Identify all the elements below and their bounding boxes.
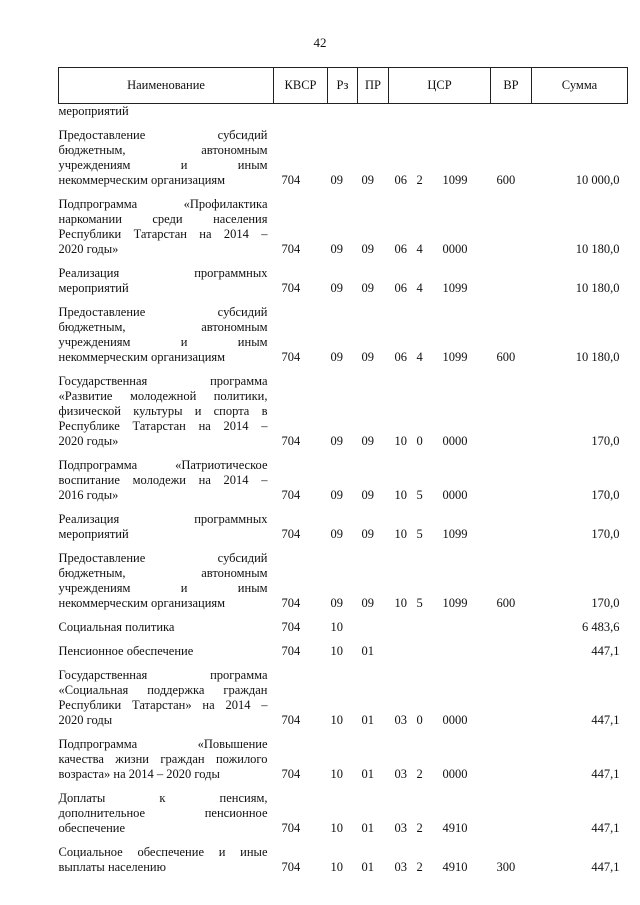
row-csr-part: 2 <box>416 173 423 187</box>
row-name <box>59 104 274 120</box>
row-name-line: выплаты населению <box>58 860 166 874</box>
row-name-line: бюджетным, автономным <box>58 320 268 334</box>
row-rz: 09 <box>330 350 343 364</box>
row-name-line: «Развитие молодежной политики, <box>58 389 268 403</box>
table-row <box>59 782 628 836</box>
row-csr-part: 5 <box>416 488 423 502</box>
table-body <box>59 104 628 876</box>
row-csr-part: 4 <box>416 281 423 295</box>
row-csr-part: 1099 <box>442 527 468 541</box>
row-sum: 447,1 <box>591 860 620 874</box>
row-vr: 600 <box>496 173 516 187</box>
row-name-line: Государственная программа <box>58 668 268 682</box>
row-name-line: Республики Татарстан» на 2014 – <box>58 698 268 712</box>
row-rz: 10 <box>330 821 343 835</box>
row-rz: 10 <box>330 767 343 781</box>
row-rz: 10 <box>330 644 343 658</box>
row-name-line: 2020 годы <box>58 713 113 727</box>
row-rz: 10 <box>330 860 343 874</box>
row-csr-part: 03 <box>394 860 407 874</box>
row-kvsr: 704 <box>281 713 301 727</box>
table-row <box>59 449 628 503</box>
table-row <box>59 659 628 728</box>
header-rz: Рз <box>328 68 358 104</box>
row-pr: 09 <box>361 242 374 256</box>
row-pr: 09 <box>361 173 374 187</box>
row-name-line: Реализация программных <box>58 512 268 526</box>
row-name <box>59 659 274 728</box>
row-vr: 600 <box>496 350 516 364</box>
row-vr: 300 <box>496 860 516 874</box>
row-kvsr: 704 <box>281 620 301 634</box>
row-rz <box>328 104 358 120</box>
row-name-line: воспитание молодежи на 2014 – <box>58 473 268 487</box>
row-pr: 01 <box>361 821 374 835</box>
row-name-line: бюджетным, автономным <box>58 566 268 580</box>
header-csr: ЦСР <box>389 68 491 104</box>
row-csr-part: 1099 <box>442 350 468 364</box>
row-csr <box>389 104 491 120</box>
row-csr-part: 0 <box>416 713 423 727</box>
row-rz: 09 <box>330 434 343 448</box>
table-row <box>59 257 628 296</box>
row-csr <box>389 635 491 659</box>
row-csr-part: 4910 <box>442 860 468 874</box>
row-name <box>59 365 274 449</box>
row-name-line: Социальное обеспечение и иные <box>58 845 268 859</box>
table-row <box>59 635 628 659</box>
row-csr-part: 0000 <box>442 242 468 256</box>
table-row <box>59 365 628 449</box>
header-kvsr: КВСР <box>274 68 328 104</box>
row-name-line: учреждениям и иным <box>58 581 268 595</box>
row-csr-part: 06 <box>394 350 407 364</box>
row-sum: 170,0 <box>591 434 620 448</box>
row-pr: 09 <box>361 596 374 610</box>
row-kvsr: 704 <box>281 596 301 610</box>
row-rz: 10 <box>330 713 343 727</box>
row-sum: 447,1 <box>591 713 620 727</box>
header-vr: ВР <box>491 68 532 104</box>
row-name <box>59 503 274 542</box>
row-name-line: 2016 годы» <box>58 488 119 502</box>
row-name-line: Подпрограмма «Профилактика <box>58 197 268 211</box>
row-csr-part: 10 <box>394 488 407 502</box>
page-number: 42 <box>313 35 327 50</box>
row-name-line: Социальная политика <box>58 620 175 634</box>
row-sum: 10 180,0 <box>575 350 620 364</box>
row-kvsr: 704 <box>281 488 301 502</box>
row-sum: 6 483,6 <box>582 620 620 634</box>
row-csr <box>389 188 491 257</box>
row-name-line: Предоставление субсидий <box>58 305 268 319</box>
row-csr-part: 0000 <box>442 767 468 781</box>
row-name-line: Предоставление субсидий <box>58 128 268 142</box>
row-kvsr: 704 <box>281 527 301 541</box>
row-sum: 10 180,0 <box>575 281 620 295</box>
row-pr: 01 <box>361 767 374 781</box>
row-csr-part: 10 <box>394 596 407 610</box>
row-kvsr: 704 <box>281 242 301 256</box>
row-name <box>59 635 274 659</box>
row-csr <box>389 542 491 611</box>
row-csr-part: 1099 <box>442 596 468 610</box>
table-row <box>59 188 628 257</box>
row-csr-part: 4 <box>416 242 423 256</box>
row-name-line: Пенсионное обеспечение <box>58 644 194 658</box>
row-kvsr: 704 <box>281 173 301 187</box>
row-csr-part: 5 <box>416 596 423 610</box>
row-rz: 09 <box>330 488 343 502</box>
row-csr-part: 10 <box>394 527 407 541</box>
row-name <box>59 119 274 188</box>
row-vr <box>491 257 532 296</box>
row-name-line: некоммерческим организациям <box>58 173 226 187</box>
row-sum: 447,1 <box>591 767 620 781</box>
row-vr <box>491 188 532 257</box>
row-csr-part: 0000 <box>442 434 468 448</box>
row-vr <box>491 782 532 836</box>
row-sum: 10 000,0 <box>575 173 620 187</box>
row-name <box>59 449 274 503</box>
row-name <box>59 296 274 365</box>
row-name-line: Государственная программа <box>58 374 268 388</box>
row-rz: 09 <box>330 527 343 541</box>
table-row <box>59 542 628 611</box>
row-csr-part: 5 <box>416 527 423 541</box>
row-sum: 10 180,0 <box>575 242 620 256</box>
row-csr-part: 03 <box>394 713 407 727</box>
table-row <box>59 296 628 365</box>
row-pr <box>358 104 389 120</box>
row-csr <box>389 365 491 449</box>
row-kvsr: 704 <box>281 767 301 781</box>
row-name-line: физической культуры и спорта в <box>58 404 268 418</box>
row-csr-part: 06 <box>394 242 407 256</box>
row-pr: 01 <box>361 644 374 658</box>
header-name: Наименование <box>59 68 274 104</box>
row-vr <box>491 365 532 449</box>
row-csr-part: 1099 <box>442 173 468 187</box>
table-row <box>59 119 628 188</box>
row-name-line: Республики Татарстан на 2014 – <box>58 227 268 241</box>
row-sum: 447,1 <box>591 821 620 835</box>
row-name-line: 2020 годы» <box>58 434 119 448</box>
row-pr: 09 <box>361 527 374 541</box>
row-rz: 09 <box>330 173 343 187</box>
row-csr <box>389 782 491 836</box>
row-name <box>59 188 274 257</box>
row-pr: 09 <box>361 281 374 295</box>
row-kvsr: 704 <box>281 644 301 658</box>
row-pr <box>358 611 389 635</box>
row-name-line: Предоставление субсидий <box>58 551 268 565</box>
budget-table <box>58 67 628 875</box>
row-kvsr: 704 <box>281 860 301 874</box>
header-pr: ПР <box>358 68 389 104</box>
row-rz: 09 <box>330 242 343 256</box>
row-name-line: наркомании среди населения <box>58 212 268 226</box>
row-name-line: мероприятий <box>58 104 129 118</box>
row-vr <box>491 659 532 728</box>
row-sum: 170,0 <box>591 527 620 541</box>
row-csr-part: 4910 <box>442 821 468 835</box>
row-kvsr <box>274 104 328 120</box>
header-sum: Сумма <box>532 68 628 104</box>
table-row <box>59 728 628 782</box>
row-name <box>59 542 274 611</box>
row-name-line: Реализация программных <box>58 266 268 280</box>
row-name-line: «Социальная поддержка граждан <box>58 683 268 697</box>
row-kvsr: 704 <box>281 350 301 364</box>
table-row <box>59 611 628 635</box>
row-sum: 447,1 <box>591 644 620 658</box>
row-csr-part: 10 <box>394 434 407 448</box>
row-name-line: Подпрограмма «Повышение <box>58 737 268 751</box>
row-rz: 09 <box>330 281 343 295</box>
row-name <box>59 836 274 875</box>
row-csr <box>389 257 491 296</box>
table-row <box>59 104 628 120</box>
row-vr <box>491 611 532 635</box>
row-csr-part: 4 <box>416 350 423 364</box>
row-sum: 170,0 <box>591 596 620 610</box>
row-csr-part: 06 <box>394 173 407 187</box>
row-pr: 09 <box>361 350 374 364</box>
row-name-line: учреждениям и иным <box>58 158 268 172</box>
row-csr-part: 2 <box>416 860 423 874</box>
row-vr: 600 <box>496 596 516 610</box>
row-name-line: мероприятий <box>58 527 129 541</box>
row-name-line: бюджетным, автономным <box>58 143 268 157</box>
row-csr-part: 03 <box>394 767 407 781</box>
row-rz: 10 <box>330 620 343 634</box>
row-name <box>59 611 274 635</box>
row-name-line: возраста» на 2014 – 2020 годы <box>58 767 220 781</box>
row-vr <box>491 728 532 782</box>
row-name-line: дополнительное пенсионное <box>58 806 268 820</box>
row-sum: 170,0 <box>591 488 620 502</box>
row-kvsr: 704 <box>281 821 301 835</box>
row-pr: 09 <box>361 488 374 502</box>
row-pr: 09 <box>361 434 374 448</box>
row-csr <box>389 449 491 503</box>
row-name-line: некоммерческим организациям <box>58 350 226 364</box>
row-name <box>59 728 274 782</box>
row-name <box>59 257 274 296</box>
row-kvsr: 704 <box>281 281 301 295</box>
row-csr <box>389 296 491 365</box>
row-csr <box>389 728 491 782</box>
row-csr <box>389 659 491 728</box>
row-name-line: некоммерческим организациям <box>58 596 226 610</box>
row-name-line: 2020 годы» <box>58 242 119 256</box>
row-vr <box>491 449 532 503</box>
row-rz: 09 <box>330 596 343 610</box>
row-name-line: Подпрограмма «Патриотическое <box>58 458 268 472</box>
row-csr <box>389 503 491 542</box>
row-csr-part: 2 <box>416 767 423 781</box>
row-vr <box>491 104 532 120</box>
row-name-line: Республике Татарстан на 2014 – <box>58 419 268 433</box>
row-kvsr: 704 <box>281 434 301 448</box>
row-csr-part: 0000 <box>442 713 468 727</box>
row-name-line: Доплаты к пенсиям, <box>58 791 268 805</box>
row-vr <box>491 635 532 659</box>
row-csr-part: 1099 <box>442 281 468 295</box>
row-pr: 01 <box>361 713 374 727</box>
row-vr <box>491 503 532 542</box>
table-header <box>59 68 628 104</box>
row-sum <box>532 104 628 120</box>
row-name-line: качества жизни граждан пожилого <box>58 752 268 766</box>
row-csr-part: 03 <box>394 821 407 835</box>
row-csr-part: 2 <box>416 821 423 835</box>
row-csr-part: 0000 <box>442 488 468 502</box>
row-csr-part: 0 <box>416 434 423 448</box>
row-csr-part: 06 <box>394 281 407 295</box>
row-name-line: учреждениям и иным <box>58 335 268 349</box>
row-csr <box>389 119 491 188</box>
row-name-line: обеспечение <box>58 821 126 835</box>
row-name-line: мероприятий <box>58 281 129 295</box>
row-pr: 01 <box>361 860 374 874</box>
row-csr <box>389 611 491 635</box>
row-csr <box>389 836 491 875</box>
table-row <box>59 836 628 875</box>
table-row <box>59 503 628 542</box>
row-name <box>59 782 274 836</box>
